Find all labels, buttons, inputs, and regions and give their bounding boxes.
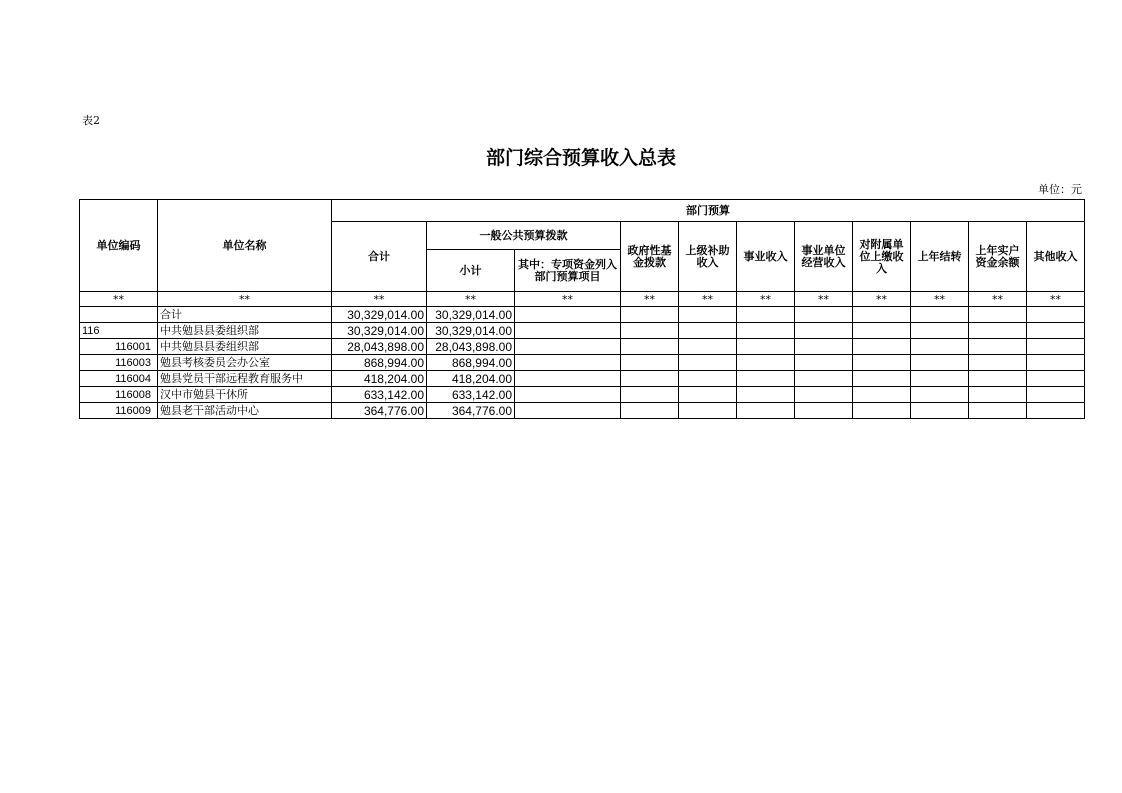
unit-code-cell xyxy=(80,307,158,323)
empty-cell xyxy=(737,307,795,323)
empty-cell xyxy=(515,403,621,419)
empty-cell xyxy=(853,387,911,403)
empty-cell xyxy=(621,339,679,355)
unit-code-cell: 116008 xyxy=(80,387,158,403)
empty-cell xyxy=(853,371,911,387)
header-business-unit-operation: 事业单位经营收入 xyxy=(795,222,853,292)
total-cell: 364,776.00 xyxy=(332,403,427,419)
empty-cell xyxy=(1027,307,1085,323)
empty-cell xyxy=(737,387,795,403)
subtotal-cell: 868,994.00 xyxy=(427,355,515,371)
table-row xyxy=(80,339,1085,355)
header-last-year-carryover: 上年结转 xyxy=(911,222,969,292)
empty-cell xyxy=(679,323,737,339)
subtotal-cell: 30,329,014.00 xyxy=(427,307,515,323)
header-code: 单位编码 xyxy=(80,200,158,292)
page-title: 部门综合预算收入总表 xyxy=(485,147,676,169)
empty-cell xyxy=(969,403,1027,419)
star-cell: ** xyxy=(1027,292,1085,307)
star-cell: ** xyxy=(853,292,911,307)
subtotal-cell: 364,776.00 xyxy=(427,403,515,419)
total-cell: 633,142.00 xyxy=(332,387,427,403)
table-row xyxy=(80,355,1085,371)
unit-name-cell: 合计 xyxy=(158,307,332,323)
empty-cell xyxy=(795,403,853,419)
empty-cell xyxy=(621,307,679,323)
total-cell: 30,329,014.00 xyxy=(332,323,427,339)
unit-name-cell: 勉县老干部活动中心 xyxy=(158,403,332,419)
empty-cell xyxy=(679,403,737,419)
empty-cell xyxy=(515,307,621,323)
empty-cell xyxy=(679,387,737,403)
total-cell: 418,204.00 xyxy=(332,371,427,387)
subtotal-cell: 633,142.00 xyxy=(427,387,515,403)
empty-cell xyxy=(1027,355,1085,371)
unit-name-cell: 中共勉县县委组织部 xyxy=(158,323,332,339)
empty-cell xyxy=(515,323,621,339)
total-cell: 28,043,898.00 xyxy=(332,339,427,355)
empty-cell xyxy=(795,387,853,403)
star-cell: ** xyxy=(332,292,427,307)
empty-cell xyxy=(621,387,679,403)
star-cell: ** xyxy=(737,292,795,307)
star-cell: ** xyxy=(621,292,679,307)
unit-name-cell: 勉县党员干部远程教育服务中 xyxy=(158,371,332,387)
subtotal-cell: 28,043,898.00 xyxy=(427,339,515,355)
empty-cell xyxy=(737,403,795,419)
empty-cell xyxy=(795,339,853,355)
empty-cell xyxy=(515,387,621,403)
empty-cell xyxy=(679,307,737,323)
header-last-year-balance: 上年实户资金余额 xyxy=(969,222,1027,292)
empty-cell xyxy=(795,355,853,371)
header-total: 合计 xyxy=(332,222,427,292)
empty-cell xyxy=(853,323,911,339)
table-row xyxy=(80,371,1085,387)
empty-cell xyxy=(515,371,621,387)
empty-cell xyxy=(911,339,969,355)
table-row xyxy=(80,307,1085,323)
table-number: 表2 xyxy=(82,114,100,127)
empty-cell xyxy=(621,323,679,339)
empty-cell xyxy=(795,307,853,323)
unit-name-cell: 勉县考核委员会办公室 xyxy=(158,355,332,371)
empty-cell xyxy=(853,403,911,419)
unit-code-cell: 116001 xyxy=(80,339,158,355)
empty-cell xyxy=(737,339,795,355)
header-business-income: 事业收入 xyxy=(737,222,795,292)
empty-cell xyxy=(853,339,911,355)
star-cell: ** xyxy=(969,292,1027,307)
empty-cell xyxy=(911,323,969,339)
empty-cell xyxy=(969,339,1027,355)
empty-cell xyxy=(1027,323,1085,339)
empty-cell xyxy=(911,403,969,419)
star-row xyxy=(80,292,1085,307)
empty-cell xyxy=(969,307,1027,323)
unit-code-cell: 116004 xyxy=(80,371,158,387)
header-other-income: 其他收入 xyxy=(1027,222,1085,292)
empty-cell xyxy=(911,387,969,403)
empty-cell xyxy=(737,355,795,371)
empty-cell xyxy=(853,307,911,323)
empty-cell xyxy=(969,355,1027,371)
empty-cell xyxy=(1027,387,1085,403)
unit-name-cell: 中共勉县县委组织部 xyxy=(158,339,332,355)
empty-cell xyxy=(853,355,911,371)
empty-cell xyxy=(969,387,1027,403)
empty-cell xyxy=(621,371,679,387)
subtotal-cell: 418,204.00 xyxy=(427,371,515,387)
empty-cell xyxy=(911,307,969,323)
empty-cell xyxy=(1027,371,1085,387)
empty-cell xyxy=(737,323,795,339)
header-general-public: 一般公共预算拨款 xyxy=(427,222,621,250)
table-row xyxy=(80,387,1085,403)
header-dept-budget: 部门预算 xyxy=(332,200,1085,222)
unit-code-cell: 116009 xyxy=(80,403,158,419)
empty-cell xyxy=(621,403,679,419)
header-special-projects: 其中：专项资金列入部门预算项目 xyxy=(515,250,621,292)
unit-code-cell: 116003 xyxy=(80,355,158,371)
star-cell: ** xyxy=(679,292,737,307)
header-superior-subsidy: 上级补助收入 xyxy=(679,222,737,292)
empty-cell xyxy=(1027,403,1085,419)
empty-cell xyxy=(1027,339,1085,355)
total-cell: 30,329,014.00 xyxy=(332,307,427,323)
budget-income-table xyxy=(79,199,1085,419)
empty-cell xyxy=(911,355,969,371)
star-cell: ** xyxy=(911,292,969,307)
empty-cell xyxy=(737,371,795,387)
header-affiliated-units: 对附属单位上缴收入 xyxy=(853,222,911,292)
table-row xyxy=(80,323,1085,339)
subtotal-cell: 30,329,014.00 xyxy=(427,323,515,339)
empty-cell xyxy=(679,371,737,387)
empty-cell xyxy=(515,355,621,371)
total-cell: 868,994.00 xyxy=(332,355,427,371)
empty-cell xyxy=(969,371,1027,387)
empty-cell xyxy=(679,339,737,355)
empty-cell xyxy=(515,339,621,355)
unit-name-cell: 汉中市勉县干休所 xyxy=(158,387,332,403)
empty-cell xyxy=(679,355,737,371)
star-cell: ** xyxy=(158,292,332,307)
header-gov-fund: 政府性基金拨款 xyxy=(621,222,679,292)
empty-cell xyxy=(911,371,969,387)
star-cell: ** xyxy=(80,292,158,307)
star-cell: ** xyxy=(515,292,621,307)
header-name: 单位名称 xyxy=(158,200,332,292)
empty-cell xyxy=(621,355,679,371)
empty-cell xyxy=(969,323,1027,339)
header-subtotal: 小计 xyxy=(427,250,515,292)
empty-cell xyxy=(795,323,853,339)
empty-cell xyxy=(795,371,853,387)
unit-label: 单位：元 xyxy=(1038,183,1082,196)
table-row xyxy=(80,403,1085,419)
star-cell: ** xyxy=(427,292,515,307)
unit-code-cell: 116 xyxy=(80,323,158,339)
star-cell: ** xyxy=(795,292,853,307)
